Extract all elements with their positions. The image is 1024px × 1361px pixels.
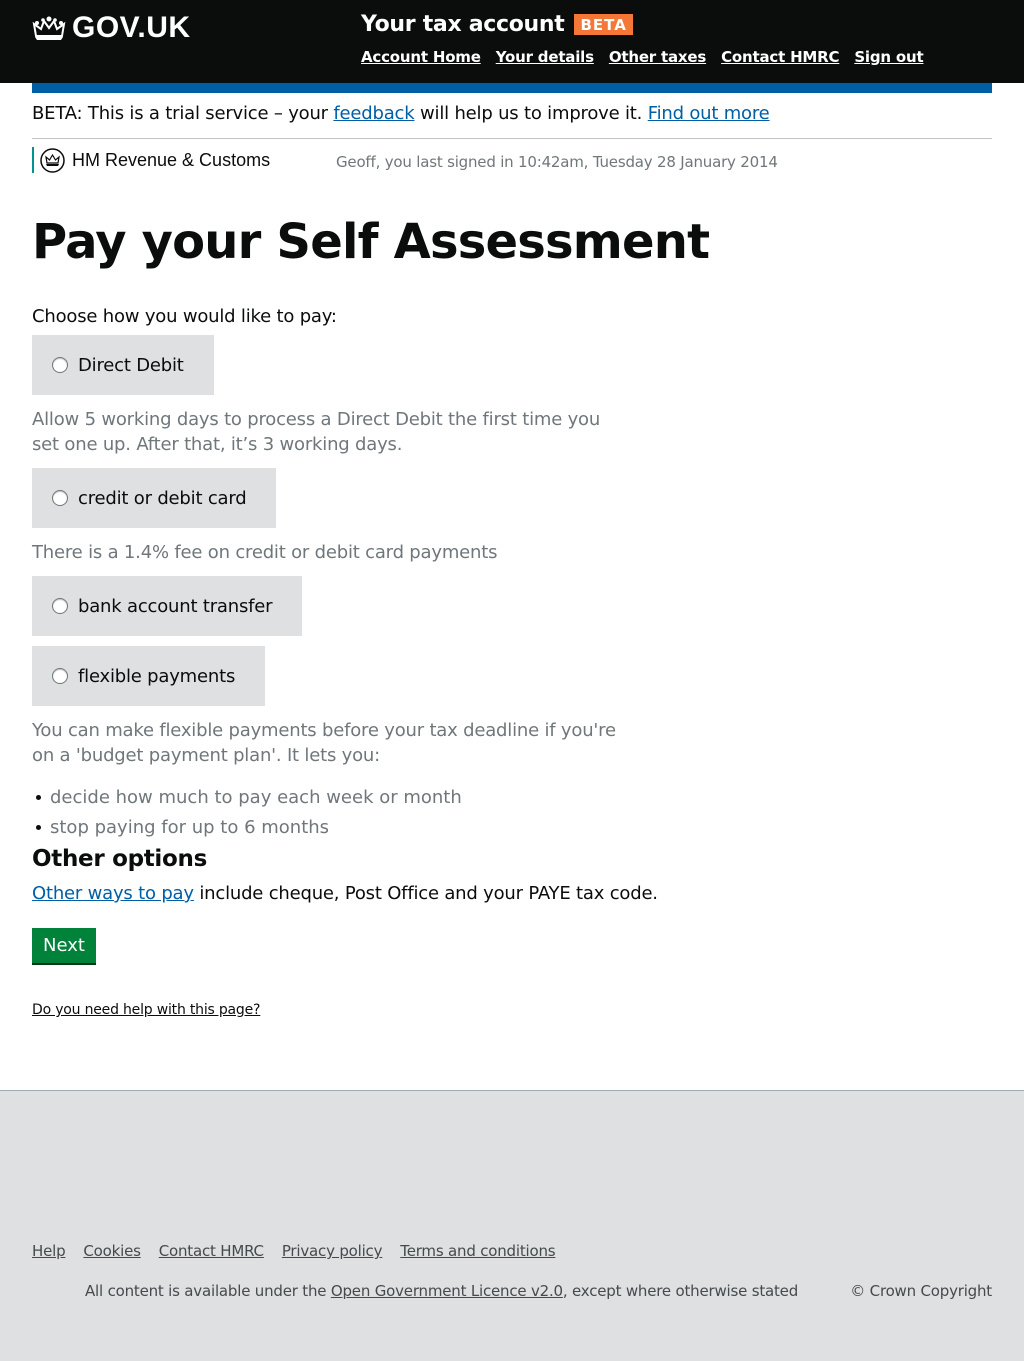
nav-sign-out[interactable]: Sign out [854,48,924,66]
option-bank-account-transfer[interactable] [32,576,302,636]
list-item-text: decide how much to pay each week or month [50,786,462,808]
card-fee-hint: There is a 1.4% fee on credit or debit card payments [32,542,498,563]
radio-credit-debit-card[interactable] [52,490,68,506]
phase-banner [32,103,992,139]
licence-prefix: All content is available under the [85,1282,331,1300]
licence-statement [85,1282,798,1300]
choose-label: Choose how you would like to pay: [32,306,337,327]
service-name [361,12,633,37]
licence-suffix: , except where otherwise stated [562,1282,799,1300]
crown-icon [32,15,66,41]
feedback-link[interactable]: feedback [333,103,415,124]
header-blue-bar [32,83,992,93]
global-header [0,0,1024,83]
last-signed-in: Geoff, you last signed in 10:42am, Tuesday 28 January 2014 [336,153,778,171]
logo-text: GOV.UK [72,11,191,44]
find-out-more-link[interactable]: Find out more [647,103,770,124]
bullet-icon [36,825,41,830]
option-label: credit or debit card [78,487,247,509]
bullet-icon [36,795,41,800]
ogl-link[interactable]: Open Government Licence v2.0 [330,1282,563,1300]
phase-banner-middle: will help us to improve it. [414,103,648,124]
option-direct-debit[interactable] [32,335,214,395]
footer [0,1090,1024,1361]
radio-direct-debit[interactable] [52,357,68,373]
footer-links [32,1242,573,1260]
footer-link-help[interactable]: Help [32,1242,66,1260]
radio-bank-account-transfer[interactable] [52,598,68,614]
list-item-text: stop paying for up to 6 months [50,816,330,838]
radio-flexible-payments[interactable] [52,668,68,684]
direct-debit-hint: Allow 5 working days to process a Direct Debit the first time you set one up. After that, it’s 3 working days. [32,409,601,455]
other-ways-paragraph [32,883,658,904]
help-with-page-link[interactable]: Do you need help with this page? [32,1002,261,1018]
flexible-payments-list [36,782,462,842]
nav-contact-hmrc[interactable]: Contact HMRC [721,48,840,66]
nav-other-taxes[interactable]: Other taxes [608,48,707,66]
flexible-payments-hint: You can make flexible payments before your tax deadline if you're on a 'budget payment plan'. It lets you: [32,720,616,766]
list-item [36,782,462,812]
service-title[interactable]: Your tax account [361,12,565,37]
option-label: Direct Debit [78,354,184,376]
govuk-logo-link[interactable] [32,10,191,46]
phase-banner-prefix: BETA: This is a trial service – your [32,103,334,124]
proposition-nav [361,48,938,66]
list-item [36,812,462,842]
nav-your-details[interactable]: Your details [495,48,594,66]
nav-account-home[interactable]: Account Home [361,48,481,66]
footer-link-privacy-policy[interactable]: Privacy policy [281,1242,383,1260]
option-flexible-payments[interactable] [32,646,265,706]
other-ways-to-pay-link[interactable]: Other ways to pay [32,883,194,904]
footer-link-terms[interactable]: Terms and conditions [400,1242,556,1260]
crown-copyright[interactable]: © Crown Copyright [850,1282,992,1300]
royal-crest-icon [40,148,65,173]
option-label: flexible payments [78,665,236,687]
option-label: bank account transfer [78,595,273,617]
beta-tag: BETA [574,14,633,35]
footer-link-cookies[interactable]: Cookies [83,1242,141,1260]
option-credit-debit-card[interactable] [32,468,276,528]
ogl-logo-icon [32,1277,73,1294]
organisation-name: HM Revenue & Customs [72,149,271,170]
page-title: Pay your Self Assessment [32,214,710,270]
next-button[interactable]: Next [32,928,96,963]
other-ways-text: include cheque, Post Office and your PAYE tax code. [193,883,658,904]
footer-link-contact-hmrc[interactable]: Contact HMRC [158,1242,264,1260]
organisation-logo [32,147,270,173]
other-options-heading: Other options [32,846,207,872]
